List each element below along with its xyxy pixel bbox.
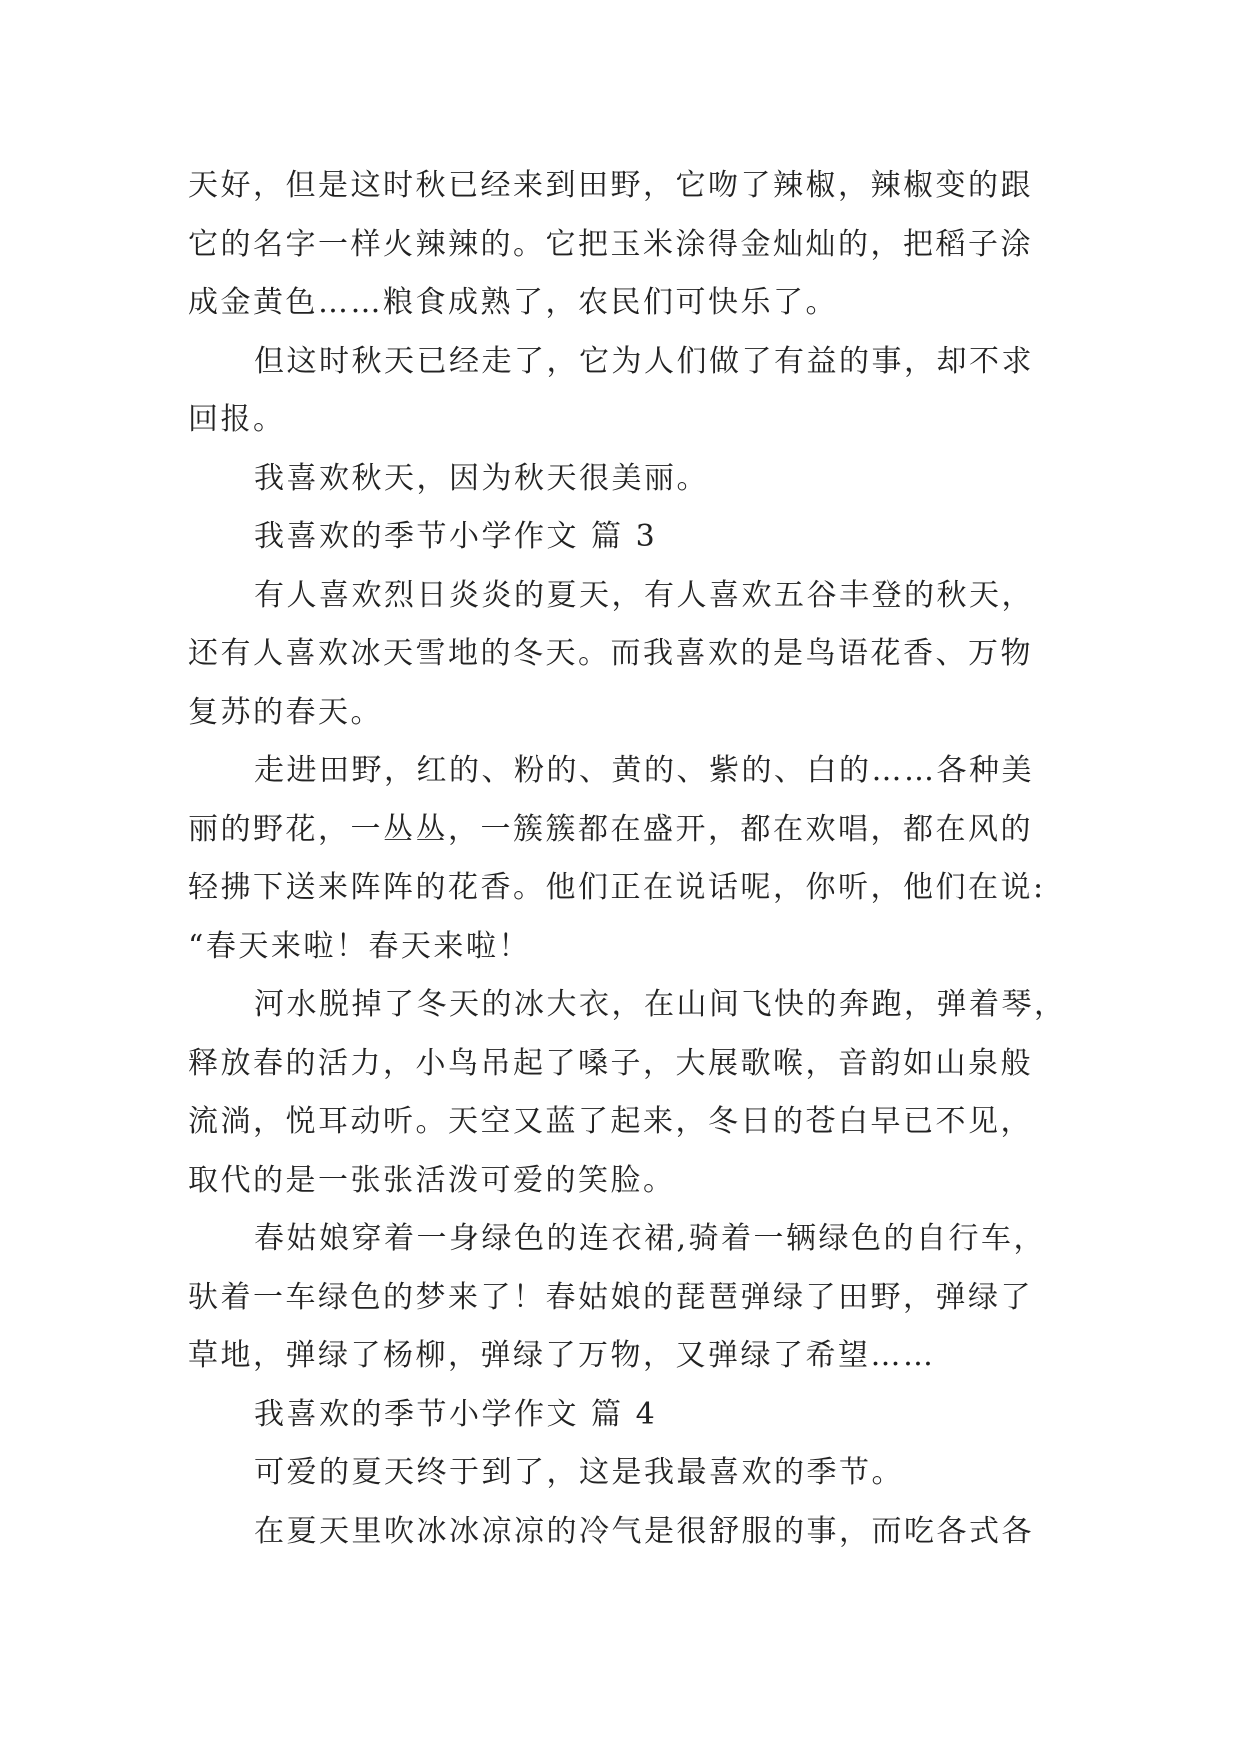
text-line: “春天来啦！春天来啦！	[188, 928, 531, 964]
text-line: 丽的野花，一丛丛，一簇簇都在盛开，都在欢唱，都在风的	[188, 811, 1033, 847]
text-line: 但这时秋天已经走了，它为人们做了有益的事，却不求	[254, 343, 1034, 379]
text-line: 走进田野，红的、粉的、黄的、紫的、白的……各种美	[254, 753, 1034, 788]
section-heading: 我喜欢的季节小学作文 篇 4	[254, 1396, 658, 1432]
text-line: 草地，弹绿了杨柳，弹绿了万物，又弹绿了希望……	[188, 1338, 936, 1373]
text-line: 取代的是一张张活泼可爱的笑脸。	[188, 1162, 676, 1198]
text-line: 可爱的夏天终于到了，这是我最喜欢的季节。	[254, 1455, 904, 1490]
text-line: 回报。	[188, 402, 286, 437]
text-line: 轻拂下送来阵阵的花香。他们正在说话呢，你听，他们在说:	[188, 870, 1046, 905]
text-line: 还有人喜欢冰天雪地的冬天。而我喜欢的是鸟语花香、万物	[188, 636, 1033, 671]
text-line: 有人喜欢烈日炎炎的夏天，有人喜欢五谷丰登的秋天，	[254, 577, 1034, 613]
section-heading: 我喜欢的季节小学作文 篇 3	[254, 519, 658, 554]
text-line: 成金黄色……粮食成熟了，农民们可快乐了。	[188, 285, 838, 320]
text-line: 河水脱掉了冬天的冰大衣，在山间飞快的奔跑，弹着琴，	[254, 987, 1067, 1022]
text-line: 驮着一车绿色的梦来了！春姑娘的琵琶弹绿了田野，弹绿了	[188, 1279, 1033, 1315]
text-line: 释放春的活力，小鸟吊起了嗓子，大展歌喉，音韵如山泉般	[188, 1045, 1033, 1081]
text-line: 复苏的春天。	[188, 694, 383, 730]
text-line: 它的名字一样火辣辣的。它把玉米涂得金灿灿的，把稻子涂	[188, 226, 1033, 262]
text-line: 我喜欢秋天，因为秋天很美丽。	[254, 460, 709, 496]
text-line: 春姑娘穿着一身绿色的连衣裙,骑着一辆绿色的自行车，	[254, 1221, 1047, 1256]
document-body	[188, 157, 1067, 1561]
text-line: 在夏天里吹冰冰凉凉的冷气是很舒服的事，而吃各式各	[254, 1513, 1034, 1549]
text-line: 流淌，悦耳动听。天空又蓝了起来，冬日的苍白早已不见，	[188, 1104, 1033, 1139]
text-line: 天好，但是这时秋已经来到田野，它吻了辣椒，辣椒变的跟	[188, 168, 1033, 203]
